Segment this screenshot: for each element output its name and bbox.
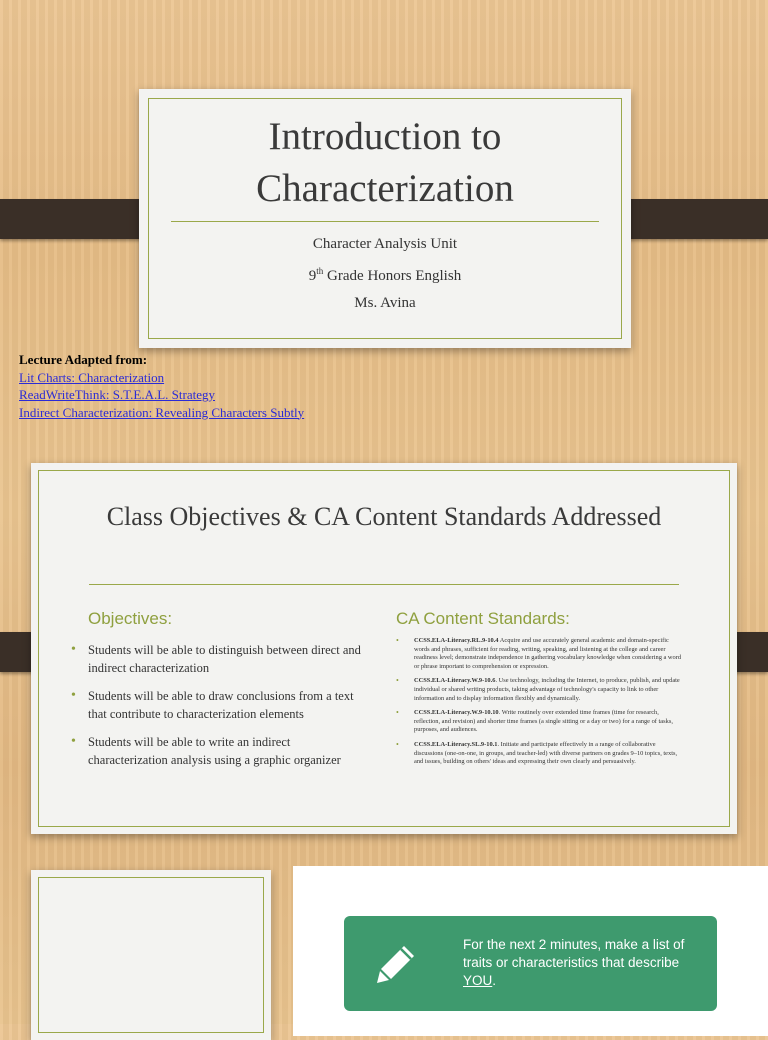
slide-subtitles	[139, 231, 631, 317]
blank-slide[interactable]	[31, 870, 271, 1040]
link-indirect-characterization[interactable]: Indirect Characterization: Revealing Characters Subtly	[19, 404, 305, 420]
title-line-2: Characterization	[256, 167, 514, 210]
standard-item	[396, 741, 686, 767]
standard-item	[396, 709, 686, 735]
tape-left-top	[0, 199, 155, 239]
standards-heading: CA Content Standards:	[396, 609, 570, 628]
lecture-references	[19, 351, 304, 421]
standard-text: Acquire and use accurately general academic and domain-specific words and phrases, sufficient for reading, writing, speaking, and listening at the college and career readiness level; demonstrate independence in gathering vocabulary knowledge when considering a word or phrase important to comprehension or expression.	[414, 637, 682, 670]
slide-title	[139, 111, 631, 215]
standards-list	[396, 637, 686, 773]
course-title: Grade Honors English	[323, 268, 462, 284]
course-name	[139, 258, 631, 290]
standard-text: . Use technology, including the Internet, to produce, publish, and update individual or shared writing products, taking advantage of technology's capacity to link to other information and to display information flexibly and dynamically.	[414, 677, 680, 702]
link-readwritethink-steal[interactable]: ReadWriteThink: S.T.E.A.L. Strategy	[19, 387, 215, 402]
unit-name: Character Analysis Unit	[312, 236, 458, 252]
tape-right-top	[613, 199, 768, 239]
objective-item: • Students will be able to distinguish between direct and indirect characterization	[71, 641, 371, 677]
standard-code: CCSS.ELA-Literacy.SL.9-10.1	[414, 740, 498, 748]
slide-border	[38, 877, 264, 1033]
title-divider	[89, 584, 679, 585]
title-slide[interactable]	[139, 89, 631, 348]
activity-prompt	[463, 936, 708, 990]
standard-text: . Initiate and participate effectively in a range of collaborative discussions (one-on-one, in groups, and teacher-led) with diverse partners on grades 9–10 topics, texts, and issues, building on others' ideas and expressing their own clearly and persuasively.	[414, 740, 678, 766]
activity-slide[interactable]	[293, 866, 768, 1036]
standard-item	[396, 637, 686, 671]
prompt-text: For the next 2 minutes, make a list of traits or characteristics that describe	[463, 937, 685, 970]
objectives-slide[interactable]	[31, 463, 737, 834]
grade-number: 9	[308, 268, 317, 284]
standard-code: CCSS.ELA-Literacy.RL.9-10.4	[414, 637, 499, 644]
link-litcharts-characterization[interactable]: Lit Charts: Characterization	[19, 369, 165, 385]
objectives-heading: Objectives:	[88, 609, 173, 628]
activity-card	[344, 916, 717, 1011]
slide-title: Class Objectives & CA Content Standards Addressed	[106, 502, 662, 531]
objectives-list	[71, 641, 371, 779]
standard-item	[396, 677, 686, 703]
references-header: Lecture Adapted from:	[19, 352, 148, 367]
standard-text: . Write routinely over extended time frames (time for research, reflection, and revision) and shorter time frames (a single sitting or a day or two) for a range of tasks, purposes, and audiences.	[414, 709, 673, 734]
teacher-name: Ms. Avina	[354, 295, 416, 311]
grade-suffix: th	[316, 266, 324, 276]
pencil-icon	[374, 940, 420, 986]
objective-item: • Students will be able to draw conclusions from a text that contribute to characterization elements	[71, 687, 371, 723]
title-line-1: Introduction to	[268, 115, 502, 158]
title-divider	[171, 221, 599, 222]
prompt-end: .	[492, 973, 497, 988]
standard-code: CCSS.ELA-Literacy.W.9-10.10	[414, 709, 499, 717]
prompt-emphasis: YOU	[463, 973, 493, 988]
standard-code: CCSS.ELA-Literacy.W.9-10.6	[414, 677, 496, 685]
objective-item: • Students will be able to write an indirect characterization analysis using a graphic organizer	[71, 733, 371, 769]
